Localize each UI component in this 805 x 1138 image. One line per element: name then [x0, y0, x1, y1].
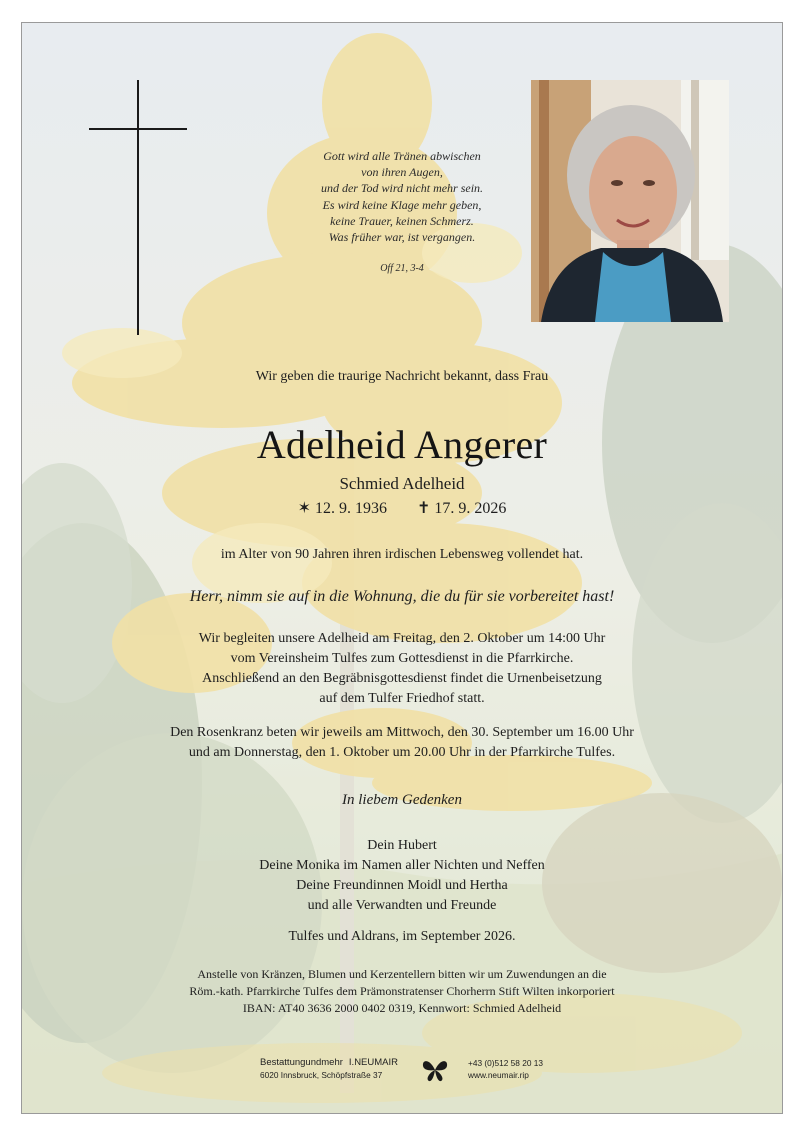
age-line: im Alter von 90 Jahren ihren irdischen Lebensweg vollendet hat. — [220, 547, 584, 562]
donation-line: IBAN: AT40 3636 2000 0402 0319, Kennwort: Schmied Adelheid — [242, 1001, 562, 1015]
company-name: Bestattungundmehr — [260, 1057, 343, 1068]
company-phone: +43 (0)512 58 20 13 — [468, 1058, 543, 1068]
funeral-home-footer — [260, 1057, 600, 1087]
rosary-line: Den Rosenkranz beten wir jeweils am Mittwoch, den 30. September um 16.00 Uhr — [170, 725, 634, 740]
ceremony-details — [22, 629, 782, 709]
verse-line: Was früher war, ist vergangen. — [328, 230, 476, 245]
life-dates — [22, 498, 782, 518]
death-date: 17. 9. 2026 — [434, 500, 507, 517]
birth-date: 12. 9. 1936 — [315, 500, 387, 517]
star-icon: ✶ — [297, 500, 311, 517]
ceremony-line: auf dem Tulfer Friedhof statt. — [319, 691, 485, 706]
verse-reference: Off 21, 3-4 — [380, 263, 424, 275]
portrait-photo — [531, 80, 729, 322]
mourners-list — [22, 836, 782, 916]
company-address: 6020 Innsbruck, Schöpfstraße 37 — [260, 1070, 383, 1080]
cross-icon — [89, 80, 187, 335]
donation-line: Anstelle von Kränzen, Blumen und Kerzentellern bitten wir um Zuwendungen an die — [197, 967, 607, 981]
ceremony-line: Anschließend an den Begräbnisgottesdienst findet die Urnenbeisetzung — [202, 671, 602, 686]
bible-verse — [282, 148, 522, 277]
intro-text: Wir geben die traurige Nachricht bekannt, dass Frau — [255, 369, 549, 384]
verse-line: von ihren Augen, — [361, 165, 443, 180]
mourner-line: Dein Hubert — [367, 838, 437, 853]
prayer-quote: Herr, nimm sie auf in die Wohnung, die du für sie vorbereitet hast! — [189, 588, 615, 605]
rosary-line: und am Donnerstag, den 1. Oktober um 20.00 Uhr in der Pfarrkirche Tulfes. — [188, 745, 616, 760]
company-website: www.neumair.rip — [468, 1070, 529, 1080]
brand-name: I.NEUMAIR — [348, 1057, 399, 1068]
obituary-card — [21, 22, 783, 1114]
memory-heading: In liebem Gedenken — [342, 792, 462, 808]
butterfly-logo-icon — [420, 1057, 450, 1083]
place-date: Tulfes und Aldrans, im September 2026. — [288, 929, 516, 944]
verse-line: keine Trauer, keinen Schmerz. — [330, 213, 474, 228]
mourner-line: Deine Freundinnen Moidl und Hertha — [296, 878, 508, 893]
donation-line: Röm.-kath. Pfarrkirche Tulfes dem Prämonstratenser Chorherrn Stift Wilten inkorporiert — [189, 984, 615, 998]
cross-small-icon: ✝ — [417, 500, 431, 517]
verse-line: Gott wird alle Tränen abwischen — [323, 149, 481, 163]
ceremony-line: Wir begleiten unsere Adelheid am Freitag, den 2. Oktober um 14:00 Uhr — [198, 631, 606, 646]
mourner-line: Deine Monika im Namen aller Nichten und Neffen — [259, 858, 545, 873]
rosary-details — [22, 723, 782, 763]
verse-line: Es wird keine Klage mehr geben, — [322, 197, 482, 212]
ceremony-line: vom Vereinsheim Tulfes zum Gottesdienst in die Pfarrkirche. — [230, 651, 574, 666]
mourner-line: und alle Verwandten und Freunde — [307, 898, 497, 913]
maiden-name: Schmied Adelheid — [339, 474, 465, 493]
verse-line: und der Tod wird nicht mehr sein. — [320, 181, 484, 196]
deceased-name: Adelheid Angerer — [256, 422, 548, 467]
donation-note — [22, 966, 782, 1017]
